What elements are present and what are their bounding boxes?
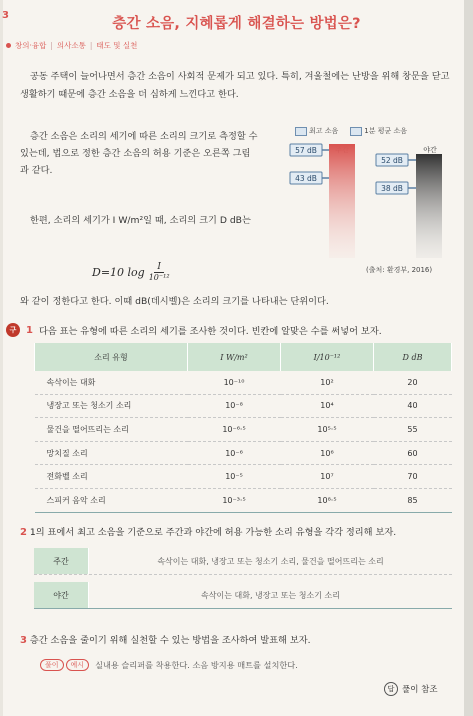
question-2 xyxy=(20,524,396,538)
tag-creative: 창의·융합 xyxy=(15,41,47,50)
question-number: 3 xyxy=(20,635,27,646)
summary-answer-day: 속삭이는 대화, 냉장고 또는 청소기 소리, 물건을 떨어뜨리는 소리 xyxy=(157,556,384,566)
svg-text:52 dB: 52 dB xyxy=(381,156,403,165)
badge-example: 예시 xyxy=(66,659,90,671)
table-row: 냉장고 또는 청소기 소리 10⁻⁸ 10⁴ 40 xyxy=(35,394,452,418)
formula-lhs: D=10 log xyxy=(92,265,145,279)
tag-attitude: 태도 및 실천 xyxy=(96,41,138,50)
summary-answer-night: 속삭이는 대화, 냉장고 또는 청소기 소리 xyxy=(201,590,340,600)
example-answer xyxy=(40,659,298,671)
sound-intensity-table xyxy=(34,343,452,513)
chart-source: (출처: 환경부, 2016) xyxy=(366,266,433,274)
corner-mark: 3 xyxy=(2,10,9,21)
bar-night-max xyxy=(416,154,442,258)
summary-label-night: 야간 xyxy=(34,582,89,608)
table-row: 속삭이는 대화 10⁻¹⁰ 10² 20 xyxy=(35,371,452,394)
example-text: 실내용 슬리퍼를 착용한다. 소음 방지용 매트를 설치한다. xyxy=(95,659,298,670)
formula-fraction xyxy=(149,262,170,282)
summary-row-night xyxy=(34,582,452,609)
category-tags xyxy=(6,40,137,51)
question-text: 1의 표에서 최고 소음을 기준으로 주간과 야간에 허용 가능한 소리 유형을 각각 정리해 보자. xyxy=(29,527,397,538)
column-header: 소리 유형 xyxy=(35,343,188,371)
value-label-day-max xyxy=(290,144,322,156)
intensity-paragraph: 한편, 소리의 세기가 I W/m²일 때, 소리의 크기 D dB는 xyxy=(30,215,251,226)
question-number: 2 xyxy=(20,527,27,538)
badge-solution: 풀이 xyxy=(40,659,64,671)
table-row: 전화벨 소리 10⁻⁵ 10⁷ 70 xyxy=(35,465,452,489)
summary-label-day: 주간 xyxy=(34,548,89,574)
tag-separator: | xyxy=(89,41,93,50)
noise-standard-chart xyxy=(284,140,464,262)
page-right-edge xyxy=(464,0,473,716)
chart-legend xyxy=(295,126,407,136)
question-1 xyxy=(6,323,382,337)
svg-text:43 dB: 43 dB xyxy=(295,174,317,183)
question-number: 1 xyxy=(26,324,33,336)
tag-communication: 의사소통 xyxy=(56,41,86,50)
column-header: I W/m² xyxy=(188,343,281,371)
table-header-row xyxy=(35,343,452,371)
answer-reference xyxy=(384,682,438,696)
summary-row-day xyxy=(34,548,452,575)
example-badges xyxy=(40,659,89,671)
table-row: 망치질 소리 10⁻⁶ 10⁶ 60 xyxy=(35,441,452,465)
question-text: 층간 소음을 줄이기 위해 실천할 수 있는 방법을 조사하여 발표해 보자. xyxy=(29,635,311,646)
legend-swatch-icon xyxy=(295,127,307,136)
context-paragraph: 층간 소음은 소리의 세기에 따른 소리의 크기로 측정할 수 있는데, 법으로 정한 층간 소음의 허용 기준은 오른쪽 그림과 같다. xyxy=(20,131,258,176)
value-label-day-avg xyxy=(290,172,322,184)
decibel-formula xyxy=(92,262,170,282)
bar-day-max xyxy=(329,144,355,258)
legend-swatch-icon xyxy=(350,127,362,136)
page-title: 층간 소음, 지혜롭게 해결하는 방법은? xyxy=(112,16,361,32)
table-row: 물건을 떨어뜨리는 소리 10⁻⁶·⁵ 10⁵·⁵ 55 xyxy=(35,418,452,442)
question-type-icon: 구 xyxy=(6,323,20,337)
legend-item-max: 최고 소음 xyxy=(295,126,338,136)
formula-numerator: I xyxy=(154,262,164,273)
column-header: I/10⁻¹² xyxy=(281,343,374,371)
definition-text: 와 같이 정한다고 한다. 이때 dB(데시벨)은 소리의 크기를 나타내는 단위이다. xyxy=(20,296,329,307)
svg-text:38 dB: 38 dB xyxy=(381,184,403,193)
tag-separator: | xyxy=(50,41,53,50)
question-3 xyxy=(20,632,311,646)
page-left-margin xyxy=(0,0,3,716)
table-row: 스피커 음악 소리 10⁻³·⁵ 10⁸·⁵ 85 xyxy=(35,488,452,512)
column-header: D dB xyxy=(374,343,452,371)
answer-icon: 답 xyxy=(384,682,398,696)
reference-label: 풀이 참조 xyxy=(402,685,438,695)
category-label-night: 야간 xyxy=(423,146,437,154)
question-text: 다음 표는 유형에 따른 소리의 세기를 조사한 것이다. 빈칸에 알맞은 수를 써넣어 보자. xyxy=(38,326,382,337)
legend-item-avg: 1분 평균 소음 xyxy=(350,126,407,136)
value-label-night-avg xyxy=(376,182,408,194)
tag-bullet-icon xyxy=(6,43,11,48)
value-label-night-max xyxy=(376,154,408,166)
intro-paragraph: 공동 주택이 늘어나면서 층간 소음이 사회적 문제가 되고 있다. 특히, 겨울철에는 난방을 위해 창문을 닫고 생활하기 때문에 층간 소음을 더 심하게 느낀다고 한다. xyxy=(20,71,450,100)
formula-denominator: 10⁻¹² xyxy=(148,273,170,282)
svg-text:57 dB: 57 dB xyxy=(295,146,317,155)
